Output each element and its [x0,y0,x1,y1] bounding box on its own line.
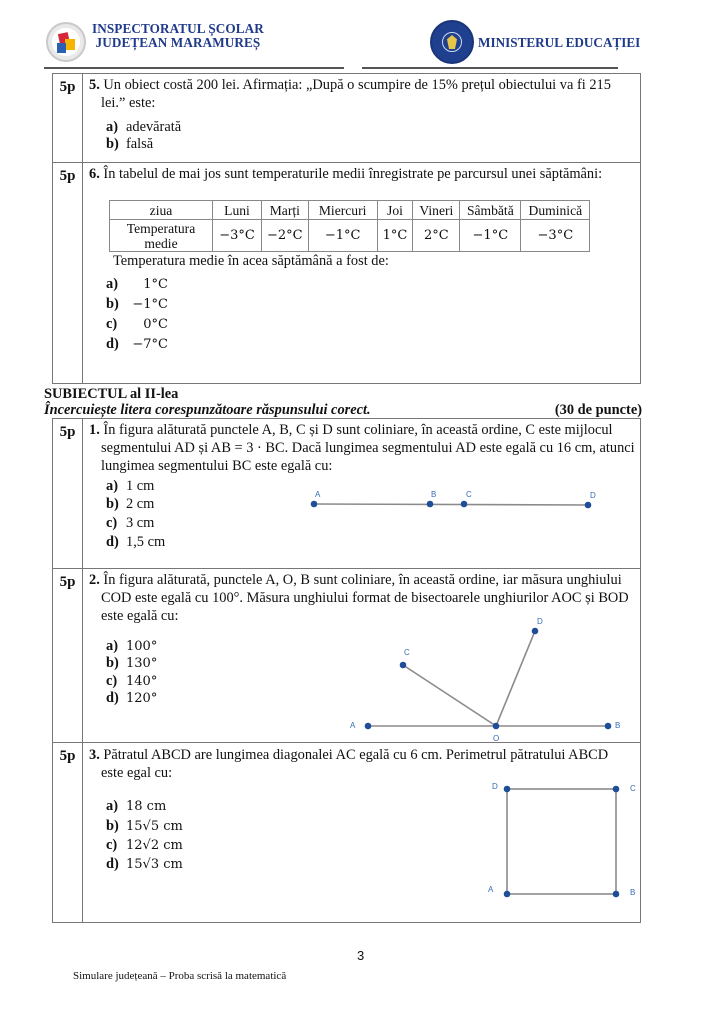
option-value: 120° [126,691,158,706]
question-6-text [89,165,639,183]
option-b[interactable] [106,135,153,154]
point-o [493,723,500,730]
table-header-line: medie [144,235,178,251]
question-number: 6. [89,166,100,182]
label-b: B [630,888,636,897]
question-6-prompt: Temperatura medie în acea săptămână a fost de: [113,253,389,269]
segment-ad [314,504,588,505]
table-cell-temp: 1°C [377,220,413,252]
option-label: d) [106,856,119,872]
option-c[interactable] [106,315,168,334]
option-label: a) [106,276,118,292]
table-row [110,220,590,252]
table-header-line: Temperatura [126,220,196,236]
option-label: b) [106,496,119,512]
question-number: 1. [89,422,100,438]
option-value: 140° [126,674,158,689]
point-c [400,662,407,669]
page-number: 3 [357,948,365,963]
question-text-line: În figura alăturată punctele A, B, C și D sunt coliniare, în această ordine, C este mijlocul [103,422,613,438]
option-b[interactable] [106,495,154,514]
label-a: A [488,885,494,894]
question-number: 3. [89,747,100,763]
label-a: A [350,721,356,730]
table-row [110,201,590,220]
table-header-cell [110,220,213,252]
point-a [504,891,511,898]
point-c [461,501,468,508]
option-value: 100° [126,639,158,654]
section-points: (30 de puncte) [554,402,642,418]
question-1-text [89,421,639,475]
point-b [613,891,620,898]
question-3-text [89,746,639,782]
point-a [311,501,318,508]
question-text-line: lei.” este: [101,95,156,111]
option-label: b) [106,818,119,834]
temperature-table [109,200,590,252]
question-text-line: Pătratul ABCD are lungimea diagonalei AC egală cu 6 cm. Perimetrul pătratului ABCD [103,747,609,763]
table-cell-day: Vineri [413,201,460,220]
option-value: 18 cm [126,799,167,814]
footer-text: Simulare județeană – Proba scrisă la matematică [73,970,287,982]
point-a [365,723,372,730]
isj-title [92,22,264,50]
option-a[interactable] [106,477,154,496]
point-d [585,502,592,509]
option-value: 3 cm [126,515,155,531]
point-b [605,723,612,730]
question-text-line: este egal cu: [101,765,173,781]
option-value: 2 cm [126,496,155,512]
question-text-line: COD este egală cu 100°. Măsura unghiului format de bisectoarele unghiurilor AOC și BOD [101,590,629,606]
table-cell-day: Joi [377,201,413,220]
question-text-line: Un obiect costă 200 lei. Afirmația: „După o scumpire de 15% prețul obiectului va fi 215 [103,77,611,93]
option-d[interactable] [106,335,168,354]
table-cell-day: Sâmbătă [460,201,521,220]
isj-maramures-logo-icon [46,22,86,62]
option-label: b) [106,655,119,671]
question-number: 2. [89,572,100,588]
option-value: −1°C [132,297,168,312]
option-value: 15√3 cm [126,857,183,872]
option-value: falsă [126,136,154,152]
points-label: 5p [53,163,83,383]
table-cell-day: Miercuri [308,201,377,220]
option-d[interactable] [106,855,183,874]
label-c: C [404,648,410,657]
label-d: D [590,491,596,500]
points-label: 5p [53,419,83,568]
option-label: c) [106,515,118,531]
square-figure [480,778,640,908]
option-label: b) [106,136,119,152]
option-value: 12√2 cm [126,838,183,853]
label-a: A [315,490,321,499]
table-cell-day: Duminică [521,201,590,220]
question-number: 5. [89,77,100,93]
option-value: 15√5 cm [126,819,183,834]
table-cell-temp: −1°C [308,220,377,252]
label-c: C [630,784,636,793]
table-cell-temp: −2°C [262,220,309,252]
label-d: D [492,782,498,791]
option-label: a) [106,119,118,135]
option-c[interactable] [106,836,183,855]
option-value: 1°C [143,277,168,292]
isj-title-line1: INSPECTORATUL ȘCOLAR [92,21,264,36]
table-cell-day: Luni [213,201,262,220]
header-divider-left [44,67,344,69]
option-value: 0°C [143,317,168,332]
point-c [613,786,620,793]
point-b [427,501,434,508]
header-divider-right [362,67,618,69]
option-label: d) [106,336,119,352]
option-a[interactable] [106,275,168,294]
table-cell-temp: −1°C [460,220,521,252]
option-label: c) [106,316,118,332]
section-title: SUBIECTUL al II-lea [44,386,179,402]
isj-title-line2: JUDEȚEAN MARAMUREȘ [95,35,261,50]
table-cell-temp: 2°C [413,220,460,252]
point-d [504,786,511,793]
option-b[interactable] [106,295,168,314]
guvernul-romaniei-logo-icon [430,20,474,64]
option-label: b) [106,296,119,312]
question-text-line: lungimea segmentului BC este egală cu: [101,458,333,474]
question-text-line: În tabelul de mai jos sunt temperaturile medii înregistrate pe parcursul unei săptămâni: [103,166,603,182]
ray-oc [403,665,496,726]
collinear-points-figure [300,485,610,515]
label-b: B [431,490,437,499]
table-cell-temp: −3°C [213,220,262,252]
label-c: C [466,490,472,499]
label-b: B [615,721,621,730]
ray-od [496,631,535,726]
option-value: −7°C [132,337,168,352]
option-a[interactable] [106,797,166,816]
option-value: 1 cm [126,478,155,494]
label-o: O [493,734,500,742]
question-text-line: În figura alăturată, punctele A, O, B sunt coliniare, în această ordine, iar măsura unghiului [103,572,622,588]
option-label: d) [106,690,119,706]
option-label: c) [106,837,118,853]
option-value: 1,5 cm [126,534,166,550]
option-label: a) [106,478,118,494]
option-label: a) [106,638,118,654]
option-label: d) [106,534,119,550]
table-header-cell: ziua [110,201,213,220]
option-label: c) [106,673,118,689]
option-label: a) [106,798,118,814]
question-5-text [89,76,639,112]
option-b[interactable] [106,654,157,673]
points-label: 5p [53,569,83,742]
label-d: D [537,617,543,626]
option-c[interactable] [106,514,154,533]
point-d [532,628,539,635]
option-b[interactable] [106,817,183,836]
ministry-title: MINISTERUL EDUCAȚIEI [478,35,641,50]
square-abcd [507,789,616,894]
points-label: 5p [53,743,83,922]
option-d[interactable] [106,689,157,708]
question-text-line: segmentului AD și AB = 3 · BC. Dacă lungimea segmentului AD este egală cu 16 cm, atunci [101,440,635,456]
option-value: 130° [126,656,158,671]
option-value: adevărată [126,119,182,135]
option-d[interactable] [106,533,165,552]
angles-figure [340,612,640,742]
section-instruction: Încercuiește litera corespunzătoare răspunsului corect. [44,402,371,418]
question-text-line: este egală cu: [101,608,179,624]
points-label: 5p [53,74,83,162]
table-cell-temp: −3°C [521,220,590,252]
table-cell-day: Marți [262,201,309,220]
